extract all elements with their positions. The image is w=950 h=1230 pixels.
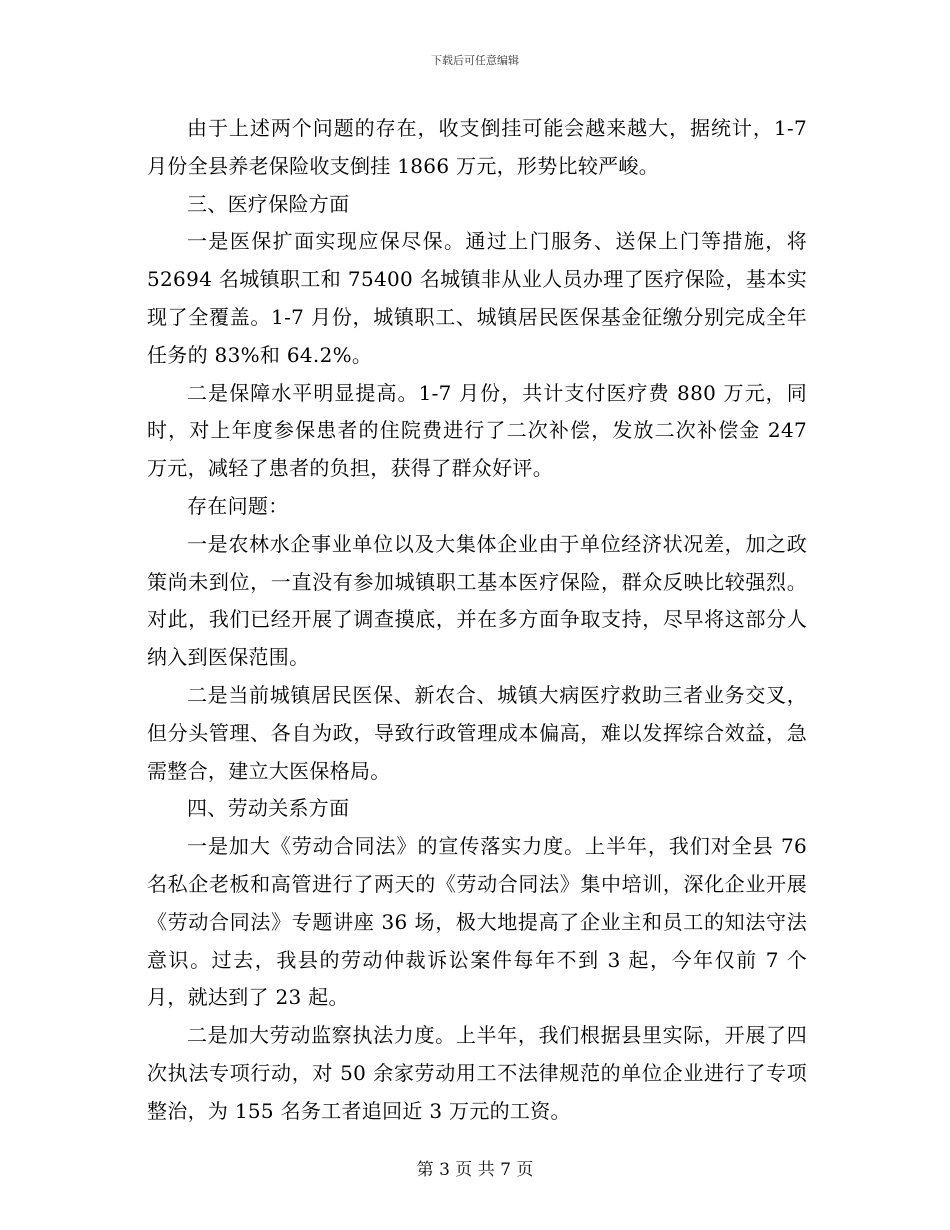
paragraph: 一是医保扩面实现应保尽保。通过上门服务、送保上门等措施，将 52694 名城镇职工和 75400 名城镇非从业人员办理了医疗保险，基本实现了全覆盖。1-7 月份，城镇职工、城镇居民医保基金征缴分别完成全年任务的 83%和 64.2%。 xyxy=(147,229,807,367)
paragraph: 一是农林水企事业单位以及大集体企业由于单位经济状况差，加之政策尚未到位，一直没有参加城镇职工基本医疗保险，群众反映比较强烈。对此，我们已经开展了调查摸底，并在多方面争取支持，尽早将这部分人纳入到医保范围。 xyxy=(147,531,807,670)
paragraph: 二是保障水平明显提高。1-7 月份，共计支付医疗费 880 万元，同时，对上年度参保患者的住院费进行了二次补偿，发放二次补偿金 247 万元，减轻了患者的负担，获得了群众好评。 xyxy=(147,380,807,481)
paragraph: 由于上述两个问题的存在，收支倒挂可能会越来越大，据统计，1-7 月份全县养老保险收支倒挂 1866 万元，形势比较严峻。 xyxy=(147,116,807,178)
section-heading: 三、医疗保险方面 xyxy=(187,191,350,216)
paragraph: 二是当前城镇居民医保、新农合、城镇大病医疗救助三者业务交叉，但分头管理、各自为政，导致行政管理成本偏高，难以发挥综合效益，急需整合，建立大医保格局。 xyxy=(147,682,807,783)
section-heading: 四、劳动关系方面 xyxy=(187,796,350,821)
page-header: 下载后可任意编辑 xyxy=(431,54,519,67)
document-body xyxy=(147,110,807,1131)
page-number: 第 3 页 共 7 页 xyxy=(416,1160,534,1180)
paragraph: 一是加大《劳动合同法》的宣传落实力度。上半年，我们对全县 76 名私企老板和高管进行了两天的《劳动合同法》集中培训，深化企业开展《劳动合同法》专题讲座 36 场，极大地提高了企业主和员工的知法守法意识。过去，我县的劳动仲裁诉讼案件每年不到 3 起，今年仅前 7 个月，就达到了 23 起。 xyxy=(147,834,807,1010)
paragraph: 二是加大劳动监察执法力度。上半年，我们根据县里实际，开展了四次执法专项行动，对 50 余家劳动用工不法律规范的单位企业进行了专项整治，为 155 名务工者追回近 3 万元的工资。 xyxy=(147,1023,807,1123)
subheading: 存在问题： xyxy=(187,493,289,518)
